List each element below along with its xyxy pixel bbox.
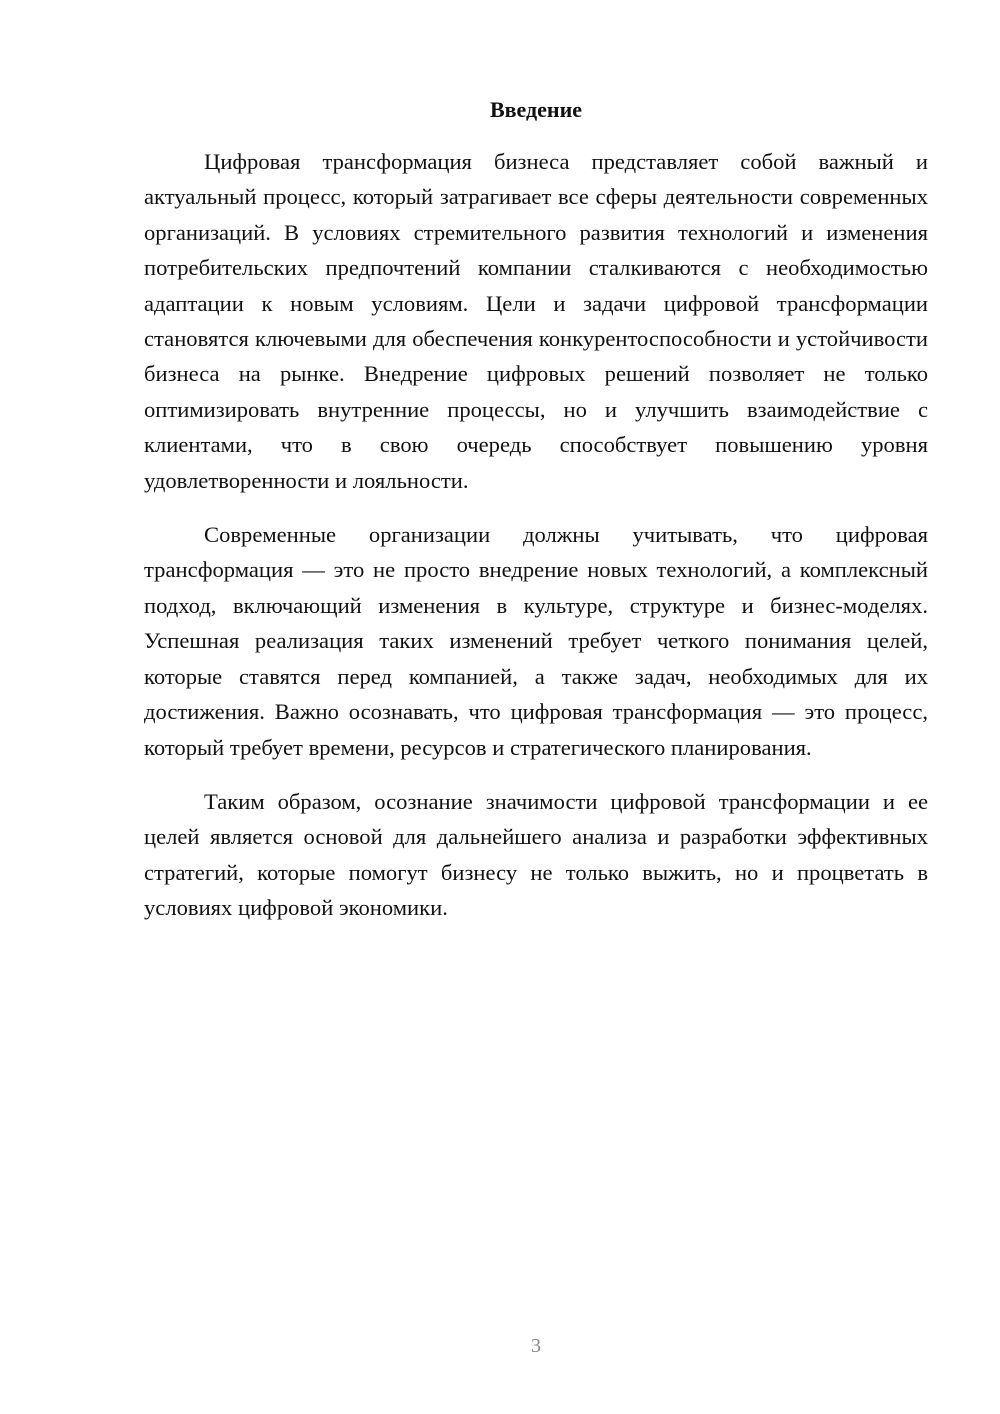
section-heading: Введение — [489, 97, 583, 122]
paragraph-3: Таким образом, осознание значимости цифровой трансформации и ее целей является основой для дальнейшего анализа и разработки эффективных стратегий, которые помогут бизнесу не только выжить, но и процветать в условиях цифровой экономики. — [144, 788, 928, 921]
page-content — [144, 92, 928, 926]
page-number: 3 — [531, 1335, 541, 1357]
paragraph-2: Современные организации должны учитывать, что цифровая трансформация — это не просто внедрение новых технологий, а комплексный подход, включающий изменения в культуре, структуре и бизнес-моделях. Успешная реализация таких изменений требует четкого понимания целей, которые ставятся перед компанией, а также задач, необходимых для их достижения. Важно осознавать, что цифровая трансформация — это процесс, который требует времени, ресурсов и стратегического планирования. — [144, 522, 928, 760]
paragraph-1: Цифровая трансформация бизнеса представляет собой важный и актуальный процесс, который затрагивает все сферы деятельности современных организаций. В условиях стремительного развития технологий и изменения потребительских предпочтений компании сталкиваются с необходимостью адаптации к новым условиям. Цели и задачи цифровой трансформации становятся ключевыми для обеспечения конкурентоспособности и устойчивости бизнеса на рынке. Внедрение цифровых решений позволяет не только оптимизировать внутренние процессы, но и улучшить взаимодействие с клиентами, что в свою очередь способствует повышению уровня удовлетворенности и лояльности. — [144, 149, 928, 493]
